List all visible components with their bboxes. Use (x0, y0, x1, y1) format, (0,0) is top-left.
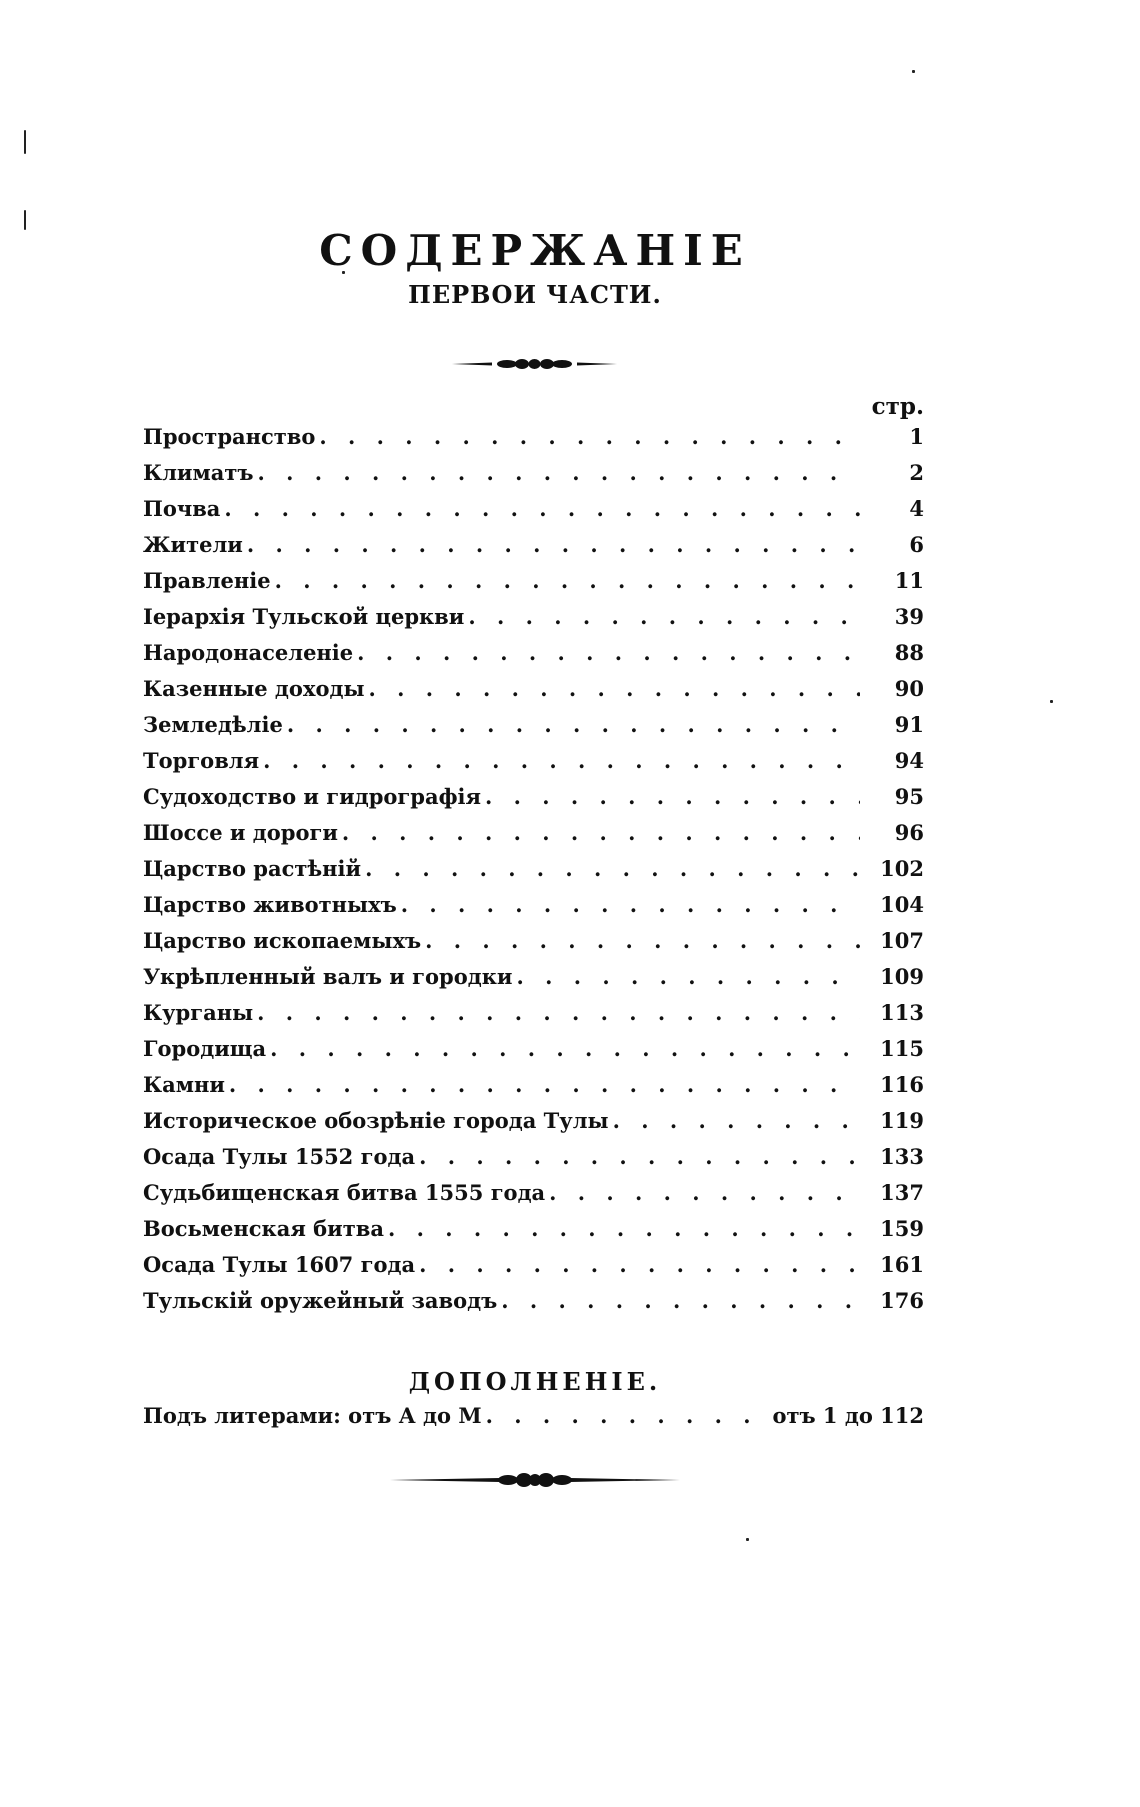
toc-entry-page: 159 (880, 1216, 924, 1241)
table-of-contents (143, 424, 924, 1324)
appendix-entry (143, 1403, 924, 1428)
toc-entry-page: 88 (894, 640, 924, 665)
dot-leader (365, 676, 860, 701)
ornament-divider-bottom (390, 1470, 680, 1490)
toc-entry (143, 1072, 924, 1108)
toc-entry-label: Укрѣпленный валъ и городки (143, 964, 513, 989)
toc-entry (143, 604, 924, 640)
dot-leader (361, 856, 860, 881)
toc-entry-page: 113 (880, 1000, 924, 1025)
toc-entry-label: Климатъ (143, 460, 254, 485)
toc-entry-label: Тульскій оружейный заводъ (143, 1288, 498, 1313)
toc-entry-page: 96 (894, 820, 924, 845)
dot-leader (315, 424, 860, 449)
appendix-entry-label: Подъ литерами: отъ А до М (143, 1403, 482, 1428)
toc-entry-label: Судьбищенская битва 1555 года (143, 1180, 546, 1205)
toc-entry (143, 640, 924, 676)
appendix-title: ДОПОЛНЕНІЕ. (408, 1366, 662, 1396)
toc-entry (143, 964, 924, 1000)
toc-entry (143, 1288, 924, 1324)
toc-entry-label: Осада Тулы 1607 года (143, 1252, 416, 1277)
dot-leader (283, 712, 860, 737)
toc-entry-page: 115 (880, 1036, 924, 1061)
toc-entry (143, 1036, 924, 1072)
toc-entry-label: Іерархія Тульской церкви (143, 604, 465, 629)
ornament-divider-top (452, 356, 617, 372)
dot-leader (353, 640, 860, 665)
toc-entry-label: Жители (143, 532, 243, 557)
toc-entry (143, 892, 924, 928)
toc-entry (143, 1252, 924, 1288)
toc-entry-label: Земледѣліе (143, 712, 283, 737)
toc-entry-label: Восьменская битва (143, 1216, 384, 1241)
toc-entry (143, 676, 924, 712)
scan-speck (746, 1538, 749, 1541)
dot-leader (384, 1216, 860, 1241)
toc-entry-label: Шоссе и дороги (143, 820, 338, 845)
toc-entry-label: Народонаселеніе (143, 640, 354, 665)
page-column-header: стр. (871, 393, 924, 420)
toc-entry-page: 4 (909, 496, 924, 521)
toc-entry-page: 95 (894, 784, 924, 809)
toc-entry (143, 460, 924, 496)
toc-entry-page: 2 (909, 460, 924, 485)
toc-entry-page: 176 (880, 1288, 924, 1313)
toc-entry (143, 424, 924, 460)
toc-entry-page: 109 (880, 964, 924, 989)
toc-entry-label: Правленіе (143, 568, 271, 593)
dot-leader (271, 568, 860, 593)
page-subtitle: ПЕРВОИ ЧАСТИ. (408, 280, 662, 309)
toc-entry-label: Казенные доходы (143, 676, 365, 701)
toc-entry-label: Царство ископаемыхъ (143, 928, 422, 953)
toc-entry-label: Осада Тулы 1552 года (143, 1144, 416, 1169)
toc-entry (143, 1108, 924, 1144)
dot-leader (338, 820, 860, 845)
dot-leader (481, 784, 860, 809)
toc-entry (143, 568, 924, 604)
toc-entry-page: 6 (909, 532, 924, 557)
toc-entry-page: 116 (880, 1072, 924, 1097)
appendix-entry-page: отъ 1 до 112 (772, 1403, 924, 1428)
dot-leader (464, 604, 860, 629)
dot-leader (421, 928, 860, 953)
toc-entry (143, 496, 924, 532)
toc-entry (143, 856, 924, 892)
dot-leader (545, 1180, 860, 1205)
scan-speck (912, 70, 915, 73)
dot-leader (609, 1108, 860, 1133)
page-title: СОДЕРЖАНІЕ (319, 226, 751, 276)
toc-entry-label: Судоходство и гидрографія (143, 784, 481, 809)
scan-speck (24, 130, 26, 154)
dot-leader (415, 1144, 860, 1169)
toc-entry-page: 90 (894, 676, 924, 701)
dot-leader (225, 1072, 860, 1097)
toc-entry (143, 820, 924, 856)
dot-leader (220, 496, 860, 521)
toc-entry-label: Царство растѣній (143, 856, 362, 881)
toc-entry-page: 137 (880, 1180, 924, 1205)
toc-entry-page: 161 (880, 1252, 924, 1277)
toc-entry (143, 1180, 924, 1216)
toc-entry-label: Историческое обозрѣніе города Тулы (143, 1108, 609, 1133)
scan-speck (1050, 700, 1053, 703)
toc-entry (143, 532, 924, 568)
toc-entry (143, 748, 924, 784)
toc-entry-page: 94 (894, 748, 924, 773)
dot-leader (253, 460, 860, 485)
toc-entry-page: 107 (880, 928, 924, 953)
toc-entry-page: 39 (894, 604, 924, 629)
toc-entry (143, 928, 924, 964)
toc-entry (143, 1000, 924, 1036)
toc-entry-page: 119 (880, 1108, 924, 1133)
dot-leader (397, 892, 860, 917)
toc-entry-label: Почва (143, 496, 221, 521)
toc-entry-label: Пространство (143, 424, 316, 449)
dot-leader (513, 964, 861, 989)
dot-leader (415, 1252, 860, 1277)
toc-entry (143, 1144, 924, 1180)
toc-entry-label: Камни (143, 1072, 225, 1097)
toc-entry-label: Царство животныхъ (143, 892, 397, 917)
dot-leader (253, 1000, 860, 1025)
toc-entry-page: 102 (880, 856, 924, 881)
toc-entry (143, 712, 924, 748)
toc-entry-page: 104 (880, 892, 924, 917)
dot-leader (243, 532, 860, 557)
toc-entry (143, 1216, 924, 1252)
toc-entry-page: 133 (880, 1144, 924, 1169)
toc-entry-page: 91 (894, 712, 924, 737)
dot-leader (266, 1036, 860, 1061)
toc-entry-page: 1 (909, 424, 924, 449)
toc-entry-page: 11 (894, 568, 924, 593)
toc-entry (143, 784, 924, 820)
toc-entry-label: Торговля (143, 748, 260, 773)
dot-leader (259, 748, 860, 773)
toc-entry-label: Курганы (143, 1000, 254, 1025)
toc-entry-label: Городища (143, 1036, 267, 1061)
dot-leader (482, 1403, 767, 1428)
dot-leader (497, 1288, 860, 1313)
